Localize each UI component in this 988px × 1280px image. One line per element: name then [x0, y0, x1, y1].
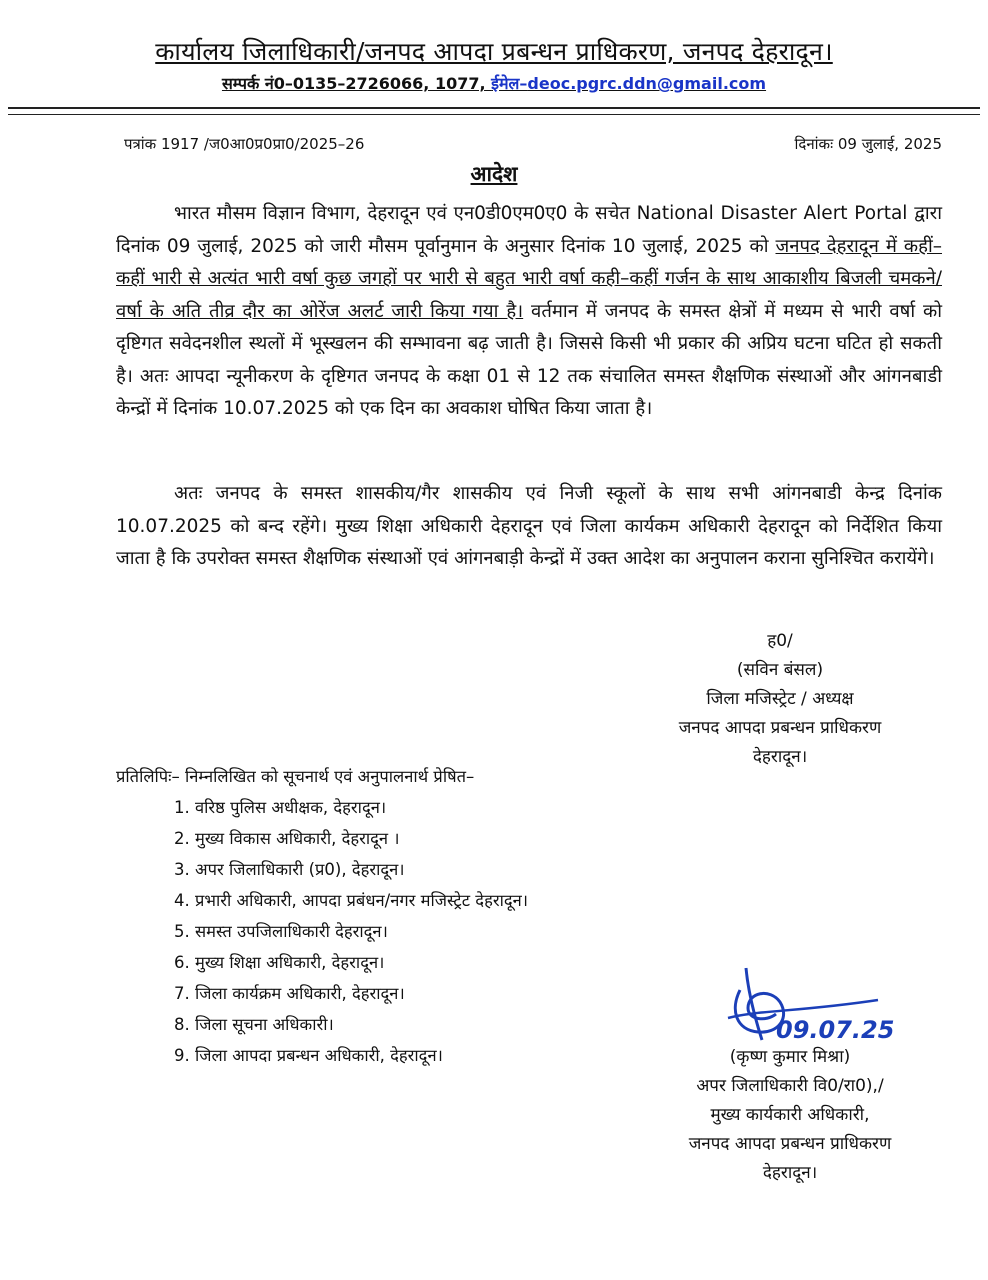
- list-item: 3. अपर जिलाधिकारी (प्र0), देहरादून।: [174, 860, 405, 879]
- signatory-name: (कृष्ण कुमार मिश्रा): [729, 1047, 851, 1067]
- order-paragraph-2: अतः जनपद के समस्त शासकीय/गैर शासकीय एवं निजी स्कूलों के साथ सभी आंगनबाडी केन्द्र दिनांक 10.07.2025 को बन्द रहेंगे। मुख्य शिक्षा अधिकारी देहरादून एवं जिला कार्यकम अधिकारी देहरादून को निर्देशित किया जाता है कि उपरोक्त समस्त शैक्षणिक संस्थाओं एवं आंगनबाड़ी केन्द्रों में उक्त आदेश का अनुपालन कराना सुनिश्चित करायेंगे।: [116, 483, 942, 569]
- letter-date: दिनांकः 09 जुलाई, 2025: [794, 135, 942, 153]
- signatory-authority: जनपद आपदा प्रबन्धन प्राधिकरण: [688, 1134, 892, 1154]
- contact-line: [0, 72, 988, 94]
- signatory-dm: [650, 627, 910, 772]
- list-item: 1. वरिष्ठ पुलिस अधीक्षक, देहरादून।: [174, 798, 387, 817]
- list-item: 8. जिला सूचना अधिकारी।: [174, 1015, 334, 1034]
- signatory-place: देहरादून।: [752, 747, 808, 767]
- header-rule: [8, 107, 980, 109]
- signatory-adm: [640, 1043, 940, 1188]
- signatory-designation: जिला मजिस्ट्रेट / अध्यक्ष: [706, 689, 854, 709]
- email-link[interactable]: deoc.pgrc.ddn@gmail.com: [527, 74, 767, 93]
- reference-number: पत्रांक 1917 /ज0आ0प्र0प्रा0/2025–26: [124, 135, 365, 153]
- signatory-designation-2: मुख्य कार्यकारी अधिकारी,: [710, 1105, 870, 1125]
- list-item: 6. मुख्य शिक्षा अधिकारी, देहरादून।: [174, 953, 385, 972]
- list-item: 2. मुख्य विकास अधिकारी, देहरादून ।: [174, 829, 400, 848]
- signatory-place: देहरादून।: [762, 1163, 818, 1183]
- office-title: कार्यालय जिलाधिकारी/जनपद आपदा प्रबन्धन प्राधिकरण, जनपद देहरादून।: [155, 37, 833, 66]
- handwritten-signature: [718, 960, 898, 1055]
- svg-text:09.07.25: 09.07.25: [776, 1016, 895, 1044]
- order-title: आदेश: [470, 162, 518, 186]
- paragraph-1-body: वर्तमान में जनपद के समस्त क्षेत्रों में मध्यम से भारी वर्षा को दृष्टिगत सवेदनशील स्थलों में भूस्खलन की सम्भावना बढ़ जाती है। जिससे किसी भी प्रकार की अप्रिय घटना घटित हो सकती है। अतः आपदा न्यूनीकरण के दृष्टिगत जनपद के कक्षा 01 से 12 तक संचालित समस्त शैक्षणिक संस्थाओं और आंगनबाडी केन्द्रों में दिनांक 10.07.2025 को एक दिन का अवकाश घोषित किया जाता है।: [116, 300, 942, 419]
- list-item: 4. प्रभारी अधिकारी, आपदा प्रबंधन/नगर मजिस्ट्रेट देहरादून।: [174, 891, 529, 910]
- signatory-designation: अपर जिलाधिकारी वि0/रा0),/: [696, 1076, 884, 1096]
- signed-mark: ह0/: [767, 631, 793, 651]
- list-item: 5. समस्त उपजिलाधिकारी देहरादून।: [174, 922, 388, 941]
- signatory-authority: जनपद आपदा प्रबन्धन प्राधिकरण: [678, 718, 882, 738]
- orange-alert-text: जनपद देहरादून में कहीं–कहीं भारी से अत्यंत भारी वर्षा कुछ जगहों पर भारी से बहुत भारी वर्षा कही–कहीं गर्जन के साथ आकाशीय बिजली चमकने/वर्षा के अति तीव्र दौर का ओरेंज अलर्ट जारी किया गया है।: [116, 235, 942, 322]
- list-item: 7. जिला कार्यक्रम अधिकारी, देहरादून।: [174, 984, 405, 1003]
- copy-to-heading: प्रतिलिपिः– निम्नलिखित को सूचनार्थ एवं अनुपालनार्थ प्रेषित–: [116, 767, 475, 786]
- signatory-name: (सविन बंसल): [736, 660, 824, 680]
- contact-numbers: सम्पर्क नं0–0135–2726066, 1077,: [221, 74, 492, 93]
- order-paragraph-1: [116, 198, 942, 426]
- email-label: ईमेल–: [491, 74, 528, 93]
- list-item: 9. जिला आपदा प्रबन्धन अधिकारी, देहरादून।: [174, 1046, 443, 1065]
- paragraph-1-intro: भारत मौसम विज्ञान विभाग, देहरादून एवं एन0डी0एम0ए0 के सचेत National Disaster Alert Portal द्वारा दिनांक 09 जुलाई, 2025 को जारी मौसम पूर्वानुमान के अनुसार दिनांक 10 जुलाई, 2025 को: [116, 203, 942, 257]
- copy-to-list: [174, 792, 528, 1071]
- header-rule-thin: [8, 114, 980, 115]
